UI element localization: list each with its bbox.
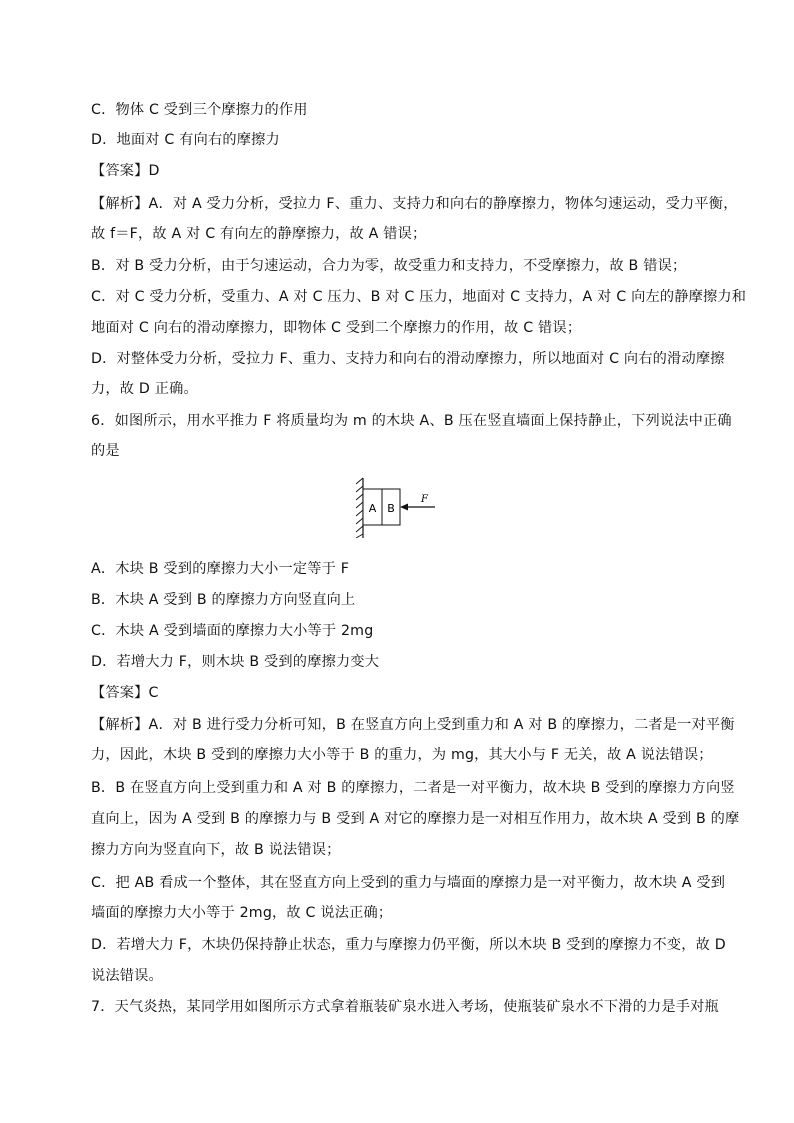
analysis-prev-a2: 故 f＝F，故 A 对 C 有向左的静摩擦力，故 A 错误； bbox=[91, 226, 427, 242]
option-d-prev: D．地面对 C 有向右的摩擦力 bbox=[91, 132, 280, 148]
analysis-prev-c2: 地面对 C 向右的滑动摩擦力，即物体 C 受到二个摩擦力的作用，故 C 错误； bbox=[91, 320, 582, 336]
analysis-b1: B．B 在竖直方向上受到重力和 A 对 B 的摩擦力，二者是一对平衡力，故木块 B 受到的摩擦力方向竖 bbox=[91, 780, 735, 796]
analysis-b2: 直向上，因为 A 受到 B 的摩擦力与 B 受到 A 对它的摩擦力是一对相互作用力，故木块 A 受到 B 的摩 bbox=[91, 811, 740, 827]
option-b: B．木块 A 受到 B 的摩擦力方向竖直向上 bbox=[91, 592, 356, 608]
wall-blocks-figure bbox=[353, 476, 443, 538]
option-a: A．木块 B 受到的摩擦力大小一定等于 F bbox=[91, 561, 350, 577]
analysis-prev-a1: 【解析】A．对 A 受力分析，受拉力 F、重力、支持力和向右的静摩擦力，物体匀速运动，受力平衡， bbox=[91, 196, 738, 212]
force-label: F bbox=[421, 494, 428, 505]
analysis-b3: 擦力方向为竖直向下，故 B 说法错误； bbox=[91, 842, 341, 858]
analysis-d1: D．若增大力 F，木块仍保持静止状态，重力与摩擦力仍平衡，所以木块 B 受到的摩擦力不变，故 D bbox=[91, 937, 726, 953]
block-b-label: B bbox=[387, 502, 395, 515]
analysis-d2: 说法错误。 bbox=[91, 968, 163, 984]
analysis-prev-c1: C．对 C 受力分析，受重力、A 对 C 压力、B 对 C 压力，地面对 C 支持力，A 对 C 向左的静摩擦力和 bbox=[91, 289, 747, 305]
option-d: D．若增大力 F，则木块 B 受到的摩擦力变大 bbox=[91, 654, 380, 670]
answer: 【答案】C bbox=[91, 685, 159, 701]
question-6-stem-2: 的是 bbox=[91, 443, 120, 459]
wall-hatching bbox=[356, 478, 363, 538]
analysis-prev-d2: 力，故 D 正确。 bbox=[91, 381, 198, 397]
option-c-prev: C．物体 C 受到三个摩擦力的作用 bbox=[91, 102, 308, 118]
answer-prev: 【答案】D bbox=[91, 163, 160, 179]
force-arrowhead bbox=[400, 504, 408, 511]
block-a-label: A bbox=[368, 502, 377, 515]
analysis-a1: 【解析】A．对 B 进行受力分析可知，B 在竖直方向上受到重力和 A 对 B 的摩擦力，二者是一对平衡 bbox=[91, 717, 735, 733]
analysis-prev-b: B．对 B 受力分析，由于匀速运动，合力为零，故受重力和支持力，不受摩擦力，故 B 错误； bbox=[91, 258, 687, 274]
option-c: C．木块 A 受到墙面的摩擦力大小等于 2mg bbox=[91, 623, 374, 639]
question-7-stem: 7．天气炎热，某同学用如图所示方式拿着瓶装矿泉水进入考场，使瓶装矿泉水不下滑的力是手对瓶 bbox=[91, 999, 719, 1015]
question-6-stem-1: 6．如图所示，用水平推力 F 将质量均为 m 的木块 A、B 压在竖直墙面上保持静止，下列说法中正确 bbox=[91, 413, 732, 429]
analysis-c1: C．把 AB 看成一个整体，其在竖直方向上受到的重力与墙面的摩擦力是一对平衡力，故木块 A 受到 bbox=[91, 875, 726, 891]
analysis-c2: 墙面的摩擦力大小等于 2mg，故 C 说法正确； bbox=[91, 905, 393, 921]
analysis-a2: 力，因此，木块 B 受到的摩擦力大小等于 B 的重力，为 mg，其大小与 F 无关，故 A 说法错误； bbox=[91, 747, 713, 763]
analysis-prev-d1: D．对整体受力分析，受拉力 F、重力、支持力和向右的滑动摩擦力，所以地面对 C 向右的滑动摩擦 bbox=[91, 351, 725, 367]
